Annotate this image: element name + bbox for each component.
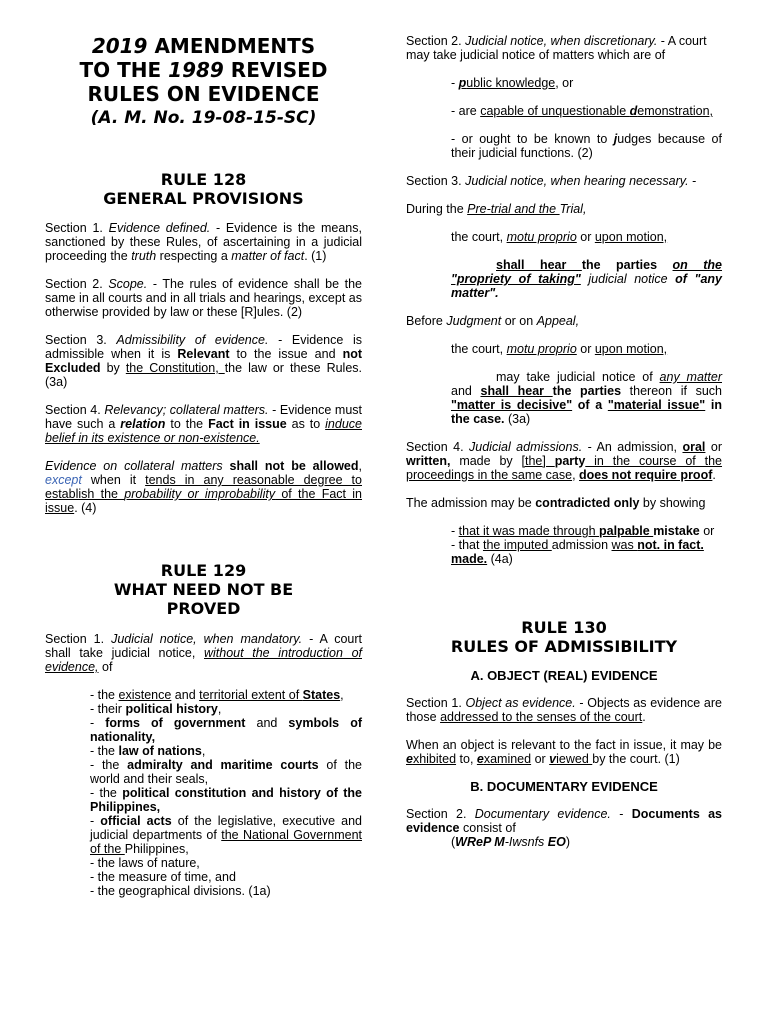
rule129-section-1: Section 1. Judicial notice, when mandatory. - A court shall take judicial notice, without the introduction of evidence, of	[45, 632, 362, 674]
list-item: - the measure of time, and	[90, 870, 236, 884]
rule128-section-2: Section 2. Scope. - The rules of evidence shall be the same in all courts and in all trials and hearings, except as otherwise provided by law or these [R]ules. (2)	[45, 277, 362, 319]
rule130-section-2: Section 2. Documentary evidence. - Documents as evidence consist of	[406, 807, 722, 835]
rule128-section-1: Section 1. Evidence defined. - Evidence is the means, sanctioned by these Rules, of ascertaining in a judicial proceeding the truth respecting a matter of fact. (1)	[45, 221, 362, 263]
contradicted-only: The admission may be contradicted only by showing	[406, 496, 706, 510]
list-item: - public knowledge, or	[451, 76, 574, 90]
list-item: - or ought to be known to judges because of their judicial functions. (2)	[451, 132, 722, 160]
rule129-section-2: Section 2. Judicial notice, when discretionary. - A court may take judicial notice of matters which are of	[406, 34, 707, 62]
list-item: - their political history,	[90, 702, 222, 716]
during-pretrial: During the Pre-trial and the Trial,	[406, 202, 587, 216]
list-item: - official acts of the legislative, executive and judicial departments of the National Government of the Philippines,	[90, 814, 362, 856]
mandatory-notice-list	[90, 688, 362, 898]
list-item: - the geographical divisions. (1a)	[90, 884, 271, 898]
document-title: 2019 AMENDMENTS TO THE 1989 REVISED RULES ON EVIDENCE (A. M. No. 19-08-15-SC)	[79, 34, 328, 128]
court-motu-proprio: the court, motu proprio or upon motion,	[451, 342, 668, 356]
list-item: - the law of nations,	[90, 744, 206, 758]
list-item: - forms of government and symbols of nationality,	[90, 716, 362, 744]
list-item: - that it was made through palpable mistake or	[451, 524, 715, 538]
shall-hear-parties: shall hear the parties on the "propriety of taking" judicial notice of "any matter".	[451, 258, 723, 300]
rule128-section-4-collateral: Evidence on collateral matters shall not be allowed, except when it tends in any reasonable degree to establish the probability or improbability of the Fact in issue. (4)	[45, 459, 363, 515]
right-column	[406, 34, 722, 849]
list-item: - that the imputed admission was not. in fact. made. (4a)	[451, 538, 704, 566]
subheading-object-evidence: A. OBJECT (REAL) EVIDENCE	[470, 668, 658, 683]
list-item: - the laws of nature,	[90, 856, 200, 870]
mnemonic: (WReP M-Iwsnfs EO)	[451, 835, 571, 849]
court-motu-proprio: the court, motu proprio or upon motion,	[451, 230, 668, 244]
rule129-section-4: Section 4. Judicial admissions. - An admission, oral or written, made by [the] party in the course of the proceedings in the same case, does not require proof.	[406, 440, 723, 482]
list-item: - the admiralty and maritime courts of the world and their seals,	[90, 758, 362, 786]
rule128-section-4: Section 4. Relevancy; collateral matters. - Evidence must have such a relation to the Fact in issue as to induce belief in its existence or non-existence.	[45, 403, 362, 445]
list-item: - the existence and territorial extent of States,	[90, 688, 344, 702]
rule128-section-3: Section 3. Admissibility of evidence. - Evidence is admissible when it is Relevant to the issue and not Excluded by the Constitution, the law or these Rules. (3a)	[45, 333, 362, 389]
rule-129-heading: RULE 129 WHAT NEED NOT BE PROVED	[113, 561, 294, 618]
subheading-documentary-evidence: B. DOCUMENTARY EVIDENCE	[470, 779, 658, 794]
may-take-notice: may take judicial notice of any matter and shall hear the parties thereon if such "matter is decisive" of a "material issue" in the case. (3a)	[451, 370, 723, 426]
list-item: - the political constitution and history of the Philippines,	[90, 786, 362, 814]
rule130-section-1: Section 1. Object as evidence. - Objects as evidence are those addressed to the senses of the court.	[406, 696, 722, 724]
list-item: - are capable of unquestionable demonstration,	[451, 104, 713, 118]
rule-130-heading: RULE 130 RULES OF ADMISSIBILITY	[450, 618, 678, 656]
rule129-section-3: Section 3. Judicial notice, when hearing necessary. -	[406, 174, 697, 188]
left-column	[45, 34, 362, 898]
before-judgment: Before Judgment or on Appeal,	[406, 314, 580, 328]
rule-128-heading: RULE 128 GENERAL PROVISIONS	[103, 170, 304, 208]
object-relevant: When an object is relevant to the fact in issue, it may be exhibited to, examined or viewed by the court. (1)	[406, 738, 722, 766]
